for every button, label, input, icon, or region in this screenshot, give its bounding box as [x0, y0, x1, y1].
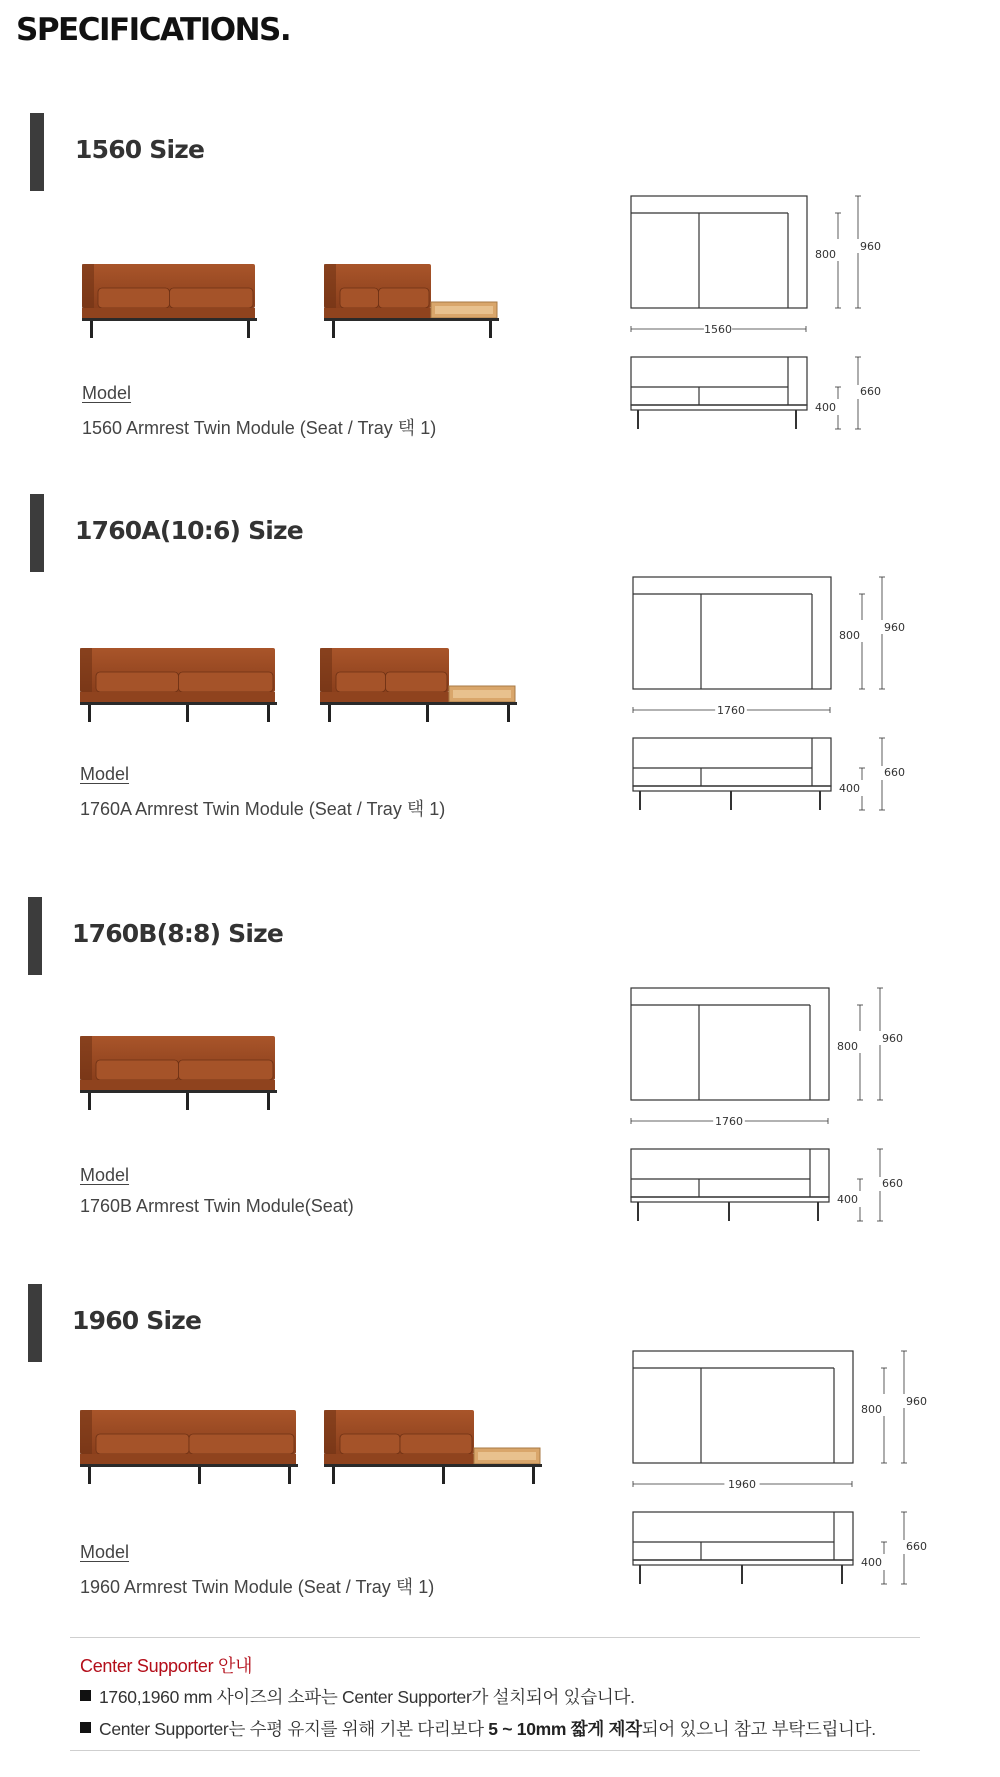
- svg-text:1760: 1760: [715, 1115, 743, 1128]
- model-description: 1960 Armrest Twin Module (Seat / Tray 택 1): [80, 1577, 435, 1597]
- svg-text:660: 660: [860, 385, 881, 398]
- section-title: 1760B(8:8) Size: [72, 919, 284, 948]
- svg-text:660: 660: [882, 1177, 903, 1190]
- sofa-tray-module-image: [318, 644, 519, 731]
- svg-text:800: 800: [839, 629, 860, 642]
- svg-text:400: 400: [839, 782, 860, 795]
- notice-title: Center Supporter 안내: [80, 1656, 253, 1676]
- svg-text:960: 960: [882, 1032, 903, 1045]
- section-1760b: [0, 897, 1000, 1277]
- svg-text:660: 660: [906, 1540, 927, 1553]
- section-1560: [0, 113, 1000, 493]
- svg-text:400: 400: [815, 401, 836, 414]
- dimension-diagram: [630, 195, 896, 440]
- svg-text:400: 400: [837, 1193, 858, 1206]
- svg-text:400: 400: [861, 1556, 882, 1569]
- section-1960: [0, 1284, 1000, 1664]
- svg-text:1560: 1560: [704, 323, 732, 336]
- svg-text:800: 800: [861, 1403, 882, 1416]
- section-bar: [28, 897, 42, 975]
- dimension-diagram: [632, 576, 920, 821]
- sofa-seat-module-image: [80, 260, 259, 347]
- sofa-seat-module-image: [78, 1032, 279, 1119]
- sofa-tray-module-image: [322, 260, 501, 347]
- svg-text:800: 800: [837, 1040, 858, 1053]
- dimension-diagram: [632, 1350, 942, 1595]
- section-bar: [30, 113, 44, 191]
- svg-text:1960: 1960: [728, 1478, 756, 1491]
- square-bullet-icon: [80, 1690, 91, 1701]
- model-label: Model: [80, 1165, 130, 1185]
- section-bar: [30, 494, 44, 572]
- section-bar: [28, 1284, 42, 1362]
- square-bullet-icon: [80, 1722, 91, 1733]
- model-description: 1560 Armrest Twin Module (Seat / Tray 택 1): [82, 418, 437, 438]
- svg-text:800: 800: [815, 248, 836, 261]
- section-title: 1560 Size: [75, 135, 205, 164]
- sofa-seat-module-image: [78, 644, 279, 731]
- model-label: Model: [82, 383, 132, 403]
- model-label: Model: [80, 1542, 130, 1562]
- model-label: Model: [80, 764, 130, 784]
- sofa-seat-module-image: [78, 1406, 300, 1493]
- section-title: 1760A(10:6) Size: [75, 516, 303, 545]
- dimension-diagram: [630, 987, 918, 1232]
- section-title: 1960 Size: [72, 1306, 202, 1335]
- svg-text:960: 960: [860, 240, 881, 253]
- sofa-tray-module-image: [322, 1406, 544, 1493]
- svg-text:1760: 1760: [717, 704, 745, 717]
- model-description: 1760A Armrest Twin Module (Seat / Tray 택 1): [80, 799, 446, 819]
- notice-line-1: 1760,1960 mm 사이즈의 소파는 Center Supporter가 설치되어 있습니다.: [80, 1684, 635, 1709]
- svg-text:960: 960: [906, 1395, 927, 1408]
- center-supporter-notice: [70, 1637, 920, 1751]
- svg-text:660: 660: [884, 766, 905, 779]
- model-description: 1760B Armrest Twin Module(Seat): [80, 1196, 354, 1216]
- svg-text:960: 960: [884, 621, 905, 634]
- page-title: SPECIFICATIONS.: [16, 12, 291, 48]
- section-1760a: [0, 494, 1000, 874]
- notice-line-2: Center Supporter는 수평 유지를 위해 기본 다리보다 5 ~ 10mm 짧게 제작되어 있으니 참고 부탁드립니다.: [80, 1716, 876, 1741]
